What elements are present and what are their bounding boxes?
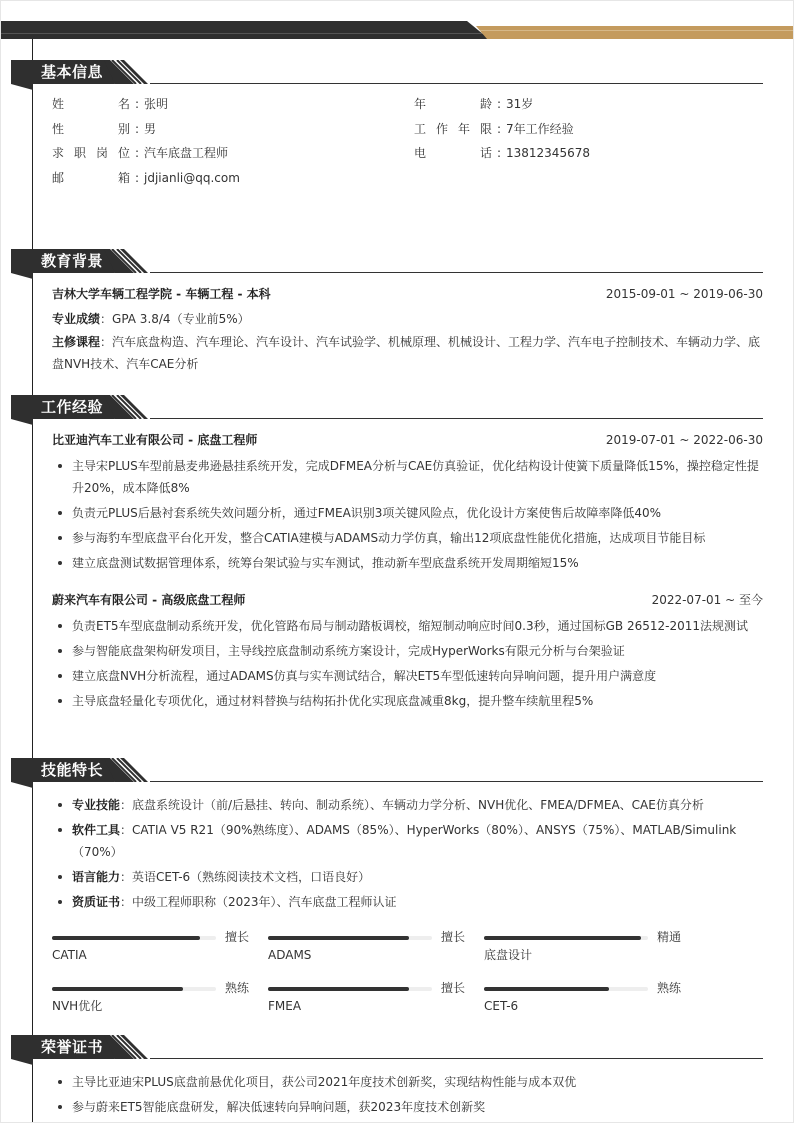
skill-track bbox=[484, 936, 648, 940]
work-bullets bbox=[52, 615, 763, 715]
skill-value: ：英语CET-6（熟练阅读技术文档，口语良好） bbox=[120, 870, 371, 884]
info-colon: : bbox=[134, 171, 140, 185]
list-item bbox=[52, 819, 763, 863]
education-gpa bbox=[52, 308, 763, 330]
list-item: 主导比亚迪宋PLUS底盘前悬优化项目，获公司2021年度技术创新奖，实现结构性能与成本双优 bbox=[52, 1071, 763, 1093]
skill-track bbox=[52, 987, 216, 991]
list-item bbox=[52, 794, 763, 816]
skill-track bbox=[268, 936, 432, 940]
section-divider bbox=[150, 418, 763, 419]
gpa-value: ：GPA 3.8/4（专业前5%） bbox=[100, 312, 250, 326]
courses-value: ：汽车底盘构造、汽车理论、汽车设计、汽车试验学、机械原理、机械设计、工程力学、汽车电子控制技术、车辆动力学、底盘NVH技术、汽车CAE分析 bbox=[52, 335, 761, 371]
section-title: 工作经验 bbox=[41, 398, 104, 416]
stripes-icon bbox=[104, 1035, 154, 1059]
skill-value: ：CATIA V5 R21（90%熟练度）、ADAMS（85%）、HyperWorks（80%）、ANSYS（75%）、MATLAB/Simulink（70%） bbox=[72, 823, 737, 859]
work-entry-header bbox=[52, 590, 763, 610]
list-item: 建立底盘测试数据管理体系，统筹台架试验与实车测试，推动新车型底盘系统开发周期缩短15% bbox=[52, 552, 763, 574]
list-item: 参与蔚来ET5智能底盘研发，解决低速转向异响问题，获2023年度技术创新奖 bbox=[52, 1096, 763, 1118]
skill-label: 软件工具 bbox=[72, 823, 121, 837]
skill-level: 擅长 bbox=[441, 981, 466, 995]
info-label: 求职岗位 bbox=[52, 146, 130, 160]
info-colon: : bbox=[496, 97, 502, 111]
stripes-icon bbox=[104, 758, 154, 782]
info-colon: : bbox=[134, 146, 140, 160]
header-banner-dark bbox=[1, 21, 489, 39]
list-item: 主导宋PLUS车型前悬麦弗逊悬挂系统开发，完成DFMEA分析与CAE仿真验证，优化结构设计使簧下质量降低15%，操控稳定性提升20%，成本降低8% bbox=[52, 455, 763, 499]
skill-bar-nvh bbox=[52, 981, 262, 1025]
work-title: 蔚来汽车有限公司 - 高级底盘工程师 bbox=[52, 593, 246, 607]
skill-level: 擅长 bbox=[225, 930, 250, 944]
section-basic-info bbox=[0, 58, 794, 88]
section-header bbox=[0, 756, 794, 786]
info-colon: : bbox=[496, 122, 502, 136]
list-item: 负责元PLUS后悬衬套系统失效问题分析，通过FMEA识别3项关键风险点，优化设计方案使售后故障率降低40% bbox=[52, 502, 763, 524]
skill-level: 精通 bbox=[657, 930, 682, 944]
section-fold bbox=[11, 419, 33, 425]
skill-bar-cet6 bbox=[484, 981, 694, 1025]
info-value: 7年工作经验 bbox=[506, 122, 574, 136]
section-divider bbox=[150, 1058, 763, 1059]
section-header bbox=[0, 1033, 794, 1063]
info-colon: : bbox=[134, 122, 140, 136]
section-title: 荣誉证书 bbox=[41, 1038, 104, 1056]
honors-bullets bbox=[52, 1071, 763, 1121]
skill-bar-catia bbox=[52, 930, 262, 974]
stripes-icon bbox=[104, 249, 154, 273]
skill-label: 专业技能 bbox=[72, 798, 121, 812]
education-title: 吉林大学车辆工程学院 - 车辆工程 - 本科 bbox=[52, 287, 271, 301]
skill-name: FMEA bbox=[268, 999, 302, 1013]
section-fold bbox=[11, 84, 33, 90]
skill-label: 语言能力 bbox=[72, 870, 121, 884]
skill-fill bbox=[484, 936, 641, 940]
education-courses bbox=[52, 331, 763, 375]
section-header bbox=[0, 247, 794, 277]
skill-fill bbox=[52, 936, 200, 940]
section-fold bbox=[11, 273, 33, 279]
list-item: 参与海豹车型底盘平台化开发，整合CATIA建模与ADAMS动力学仿真，输出12项底盘性能优化措施，达成项目节能目标 bbox=[52, 527, 763, 549]
skill-bar-fmea bbox=[268, 981, 478, 1025]
education-date: 2015-09-01 ~ 2019-06-30 bbox=[605, 287, 763, 301]
info-age bbox=[414, 94, 533, 114]
stripes-icon bbox=[104, 395, 154, 419]
skills-bullets bbox=[52, 794, 763, 916]
info-label: 工作年限 bbox=[414, 122, 492, 136]
skill-fill bbox=[268, 987, 409, 991]
info-value: 男 bbox=[144, 122, 157, 136]
info-value: 31岁 bbox=[506, 97, 534, 111]
info-position bbox=[52, 143, 228, 163]
skill-name: 底盘设计 bbox=[484, 948, 533, 962]
list-item bbox=[52, 891, 763, 913]
stripes-icon bbox=[104, 60, 154, 84]
info-gender bbox=[52, 119, 156, 139]
list-item: 主导底盘轻量化专项优化，通过材料替换与结构拓扑优化实现底盘减重8kg，提升整车续航里程5% bbox=[52, 690, 763, 712]
info-label: 邮箱 bbox=[52, 171, 130, 185]
work-date: 2019-07-01 ~ 2022-06-30 bbox=[605, 433, 763, 447]
info-value: 汽车底盘工程师 bbox=[144, 146, 229, 160]
info-colon: : bbox=[496, 146, 502, 160]
phone-link[interactable]: 13812345678 bbox=[506, 146, 590, 160]
section-education bbox=[0, 247, 794, 277]
skill-fill bbox=[52, 987, 183, 991]
skill-fill bbox=[268, 936, 409, 940]
courses-label: 主修课程 bbox=[52, 335, 101, 349]
section-skills bbox=[0, 756, 794, 786]
skill-fill bbox=[484, 987, 609, 991]
section-divider bbox=[150, 781, 763, 782]
work-title: 比亚迪汽车工业有限公司 - 底盘工程师 bbox=[52, 433, 258, 447]
section-fold bbox=[11, 1059, 33, 1065]
skill-name: CATIA bbox=[52, 948, 87, 962]
skill-bar-chassis-design bbox=[484, 930, 694, 974]
section-title: 技能特长 bbox=[41, 761, 104, 779]
gpa-label: 专业成绩 bbox=[52, 312, 101, 326]
left-vertical-rule bbox=[32, 39, 33, 1123]
skill-name: CET-6 bbox=[484, 999, 519, 1013]
skill-track bbox=[484, 987, 648, 991]
work-bullets bbox=[52, 455, 763, 577]
list-item: 参与智能底盘架构研发项目，主导线控底盘制动系统方案设计，完成HyperWorks有限元分析与台架验证 bbox=[52, 640, 763, 662]
info-label: 性别 bbox=[52, 122, 130, 136]
section-title: 教育背景 bbox=[41, 252, 104, 270]
skill-level: 熟练 bbox=[657, 981, 682, 995]
skill-track bbox=[52, 936, 216, 940]
info-label: 电话 bbox=[414, 146, 492, 160]
section-divider bbox=[150, 272, 763, 273]
skill-name: ADAMS bbox=[268, 948, 312, 962]
skill-value: ：中级工程师职称（2023年）、汽车底盘工程师认证 bbox=[120, 895, 397, 909]
skill-level: 擅长 bbox=[441, 930, 466, 944]
section-fold bbox=[11, 782, 33, 788]
section-honors bbox=[0, 1033, 794, 1063]
work-entry-header bbox=[52, 430, 763, 450]
info-phone bbox=[414, 143, 590, 163]
skill-bar-adams bbox=[268, 930, 478, 974]
section-work bbox=[0, 393, 794, 423]
skill-value: ：底盘系统设计（前/后悬挂、转向、制动系统）、车辆动力学分析、NVH优化、FMEA/DFMEA、CAE仿真分析 bbox=[120, 798, 704, 812]
info-label: 姓名 bbox=[52, 97, 130, 111]
info-name bbox=[52, 94, 168, 114]
info-experience bbox=[414, 119, 574, 139]
skill-level: 熟练 bbox=[225, 981, 250, 995]
list-item bbox=[52, 866, 763, 888]
skill-label: 资质证书 bbox=[72, 895, 121, 909]
email-link[interactable]: jdjianli@qq.com bbox=[144, 171, 240, 185]
section-header bbox=[0, 58, 794, 88]
list-item: 负责ET5车型底盘制动系统开发，优化管路布局与制动踏板调校，缩短制动响应时间0.3秒，通过国标GB 26512-2011法规测试 bbox=[52, 615, 763, 637]
skill-name: NVH优化 bbox=[52, 999, 103, 1013]
skill-track bbox=[268, 987, 432, 991]
info-value: 张明 bbox=[144, 97, 169, 111]
list-item: 建立底盘NVH分析流程，通过ADAMS仿真与实车测试结合，解决ET5车型低速转向异响问题，提升用户满意度 bbox=[52, 665, 763, 687]
header-banner-gold bbox=[476, 26, 793, 39]
info-colon: : bbox=[134, 97, 140, 111]
section-divider bbox=[150, 83, 763, 84]
section-title: 基本信息 bbox=[41, 63, 104, 81]
info-email bbox=[52, 168, 240, 188]
info-label: 年龄 bbox=[414, 97, 492, 111]
education-entry-header bbox=[52, 284, 763, 304]
work-date: 2022-07-01 ~ 至今 bbox=[651, 593, 763, 607]
section-header bbox=[0, 393, 794, 423]
